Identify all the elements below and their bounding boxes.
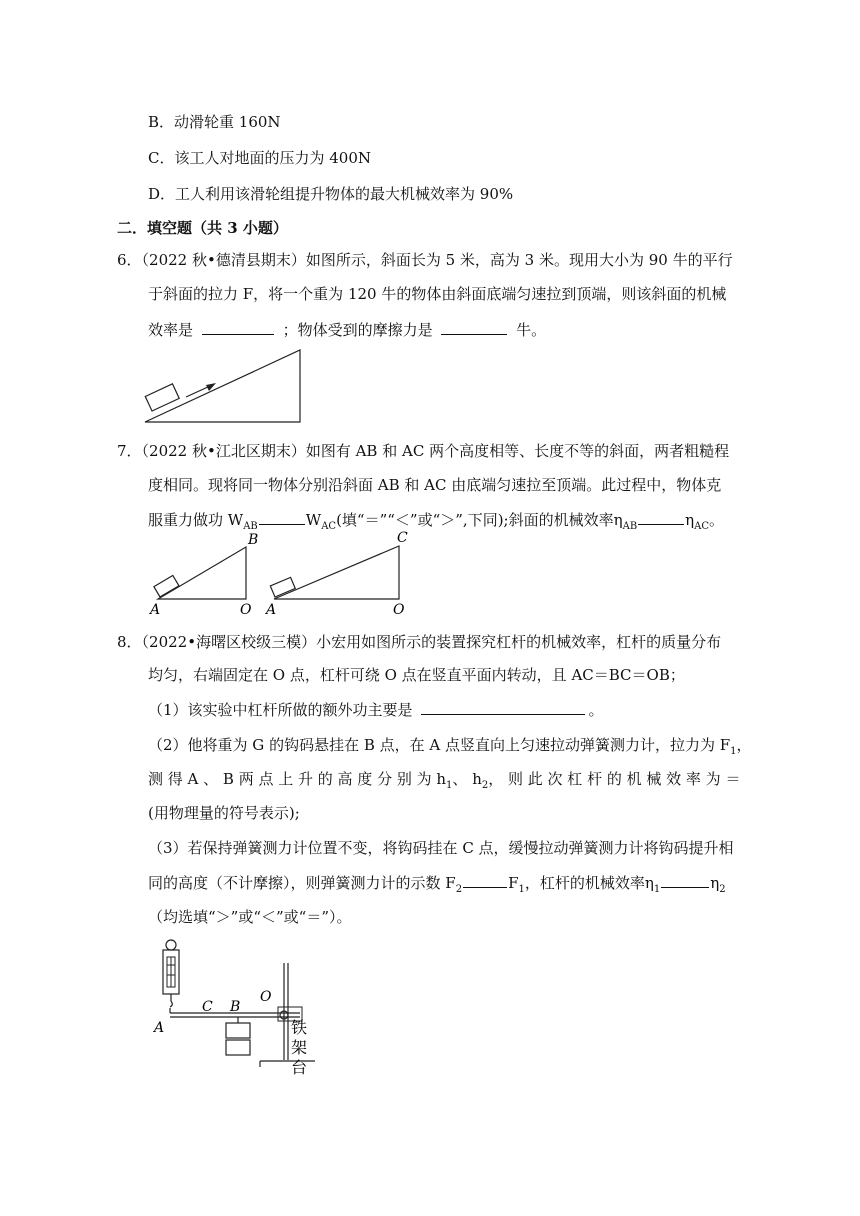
q8-line1: 8．（2022•海曙区校级三模）小宏用如图所示的装置探究杠杆的机械效率，杠杆的质量分布	[117, 633, 722, 651]
q7-sub-ac-2: AC	[694, 521, 710, 532]
q7-label-b: B	[248, 532, 259, 548]
q7-text-b: W	[305, 511, 322, 529]
q7-label-a: A	[150, 602, 161, 618]
q8-label-a: A	[154, 1020, 165, 1036]
q7-label-o: O	[240, 602, 252, 618]
q7-text-a: 服重力做功 W	[148, 511, 244, 529]
q8-part2-line1: （2）他将重为 G 的钩码悬挂在 B 点，在 A 点竖直向上匀速拉动弹簧测力计，拉力为 $F_1$，	[148, 736, 752, 757]
q7-incline-figure	[150, 532, 420, 617]
hook-weight-icon	[226, 1023, 250, 1038]
q8-label-o: O	[260, 989, 272, 1005]
stand-label-3: 台	[291, 1058, 308, 1077]
q7-text-c: (填“＝”“＜”或“＞”,下同);斜面的机械效率η	[336, 511, 623, 529]
q7-label-c: C	[397, 530, 408, 546]
q6-text-a: 效率是	[148, 321, 194, 339]
q8-blank-extra-work[interactable]	[421, 698, 585, 715]
q7-blank-efficiency[interactable]	[638, 508, 684, 525]
q6-incline-figure	[140, 345, 310, 427]
q8-blank-efficiency[interactable]	[661, 871, 709, 888]
stand-label-2: 架	[291, 1038, 308, 1057]
q7-sub-ac: AC	[321, 521, 337, 532]
q8-part2-line2: 测 得 A 、 B 两 点 上 升 的 高 度 分 别 为 $h_1$、 $h_2$， 则 此 次 杠 杆 的 机 械 效 率 为 ＝	[148, 770, 741, 791]
q8-label-c: C	[202, 999, 213, 1015]
q7-sub-ab-2: AB	[622, 521, 638, 532]
q7-text-e: 。	[709, 511, 725, 529]
option-d: D．工人利用该滑轮组提升物体的最大机械效率为 90%	[148, 185, 514, 203]
q7-text-d: η	[685, 511, 695, 529]
q6-line3	[148, 318, 546, 341]
q8-blank-force[interactable]	[463, 871, 507, 888]
q7-label-a2: A	[266, 602, 277, 618]
q7-sub-ab: AB	[243, 521, 258, 532]
q6-blank-friction[interactable]	[441, 318, 507, 335]
q8-lever-figure	[150, 935, 330, 1095]
q6-blank-efficiency[interactable]	[202, 318, 274, 335]
q8-line2: 均匀，右端固定在 O 点，杠杆可绕 O 点在竖直平面内转动，且 AC＝BC＝OB；	[148, 666, 685, 684]
q6-line2: 于斜面的拉力 F，将一个重为 120 牛的物体由斜面底端匀速拉到顶端，则该斜面的机械	[148, 285, 727, 303]
q6-line1: 6．（2022 秋•德清县期末）如图所示，斜面长为 5 米，高为 3 米。现用大小为 90 牛的平行	[117, 251, 733, 269]
q8-label-b: B	[230, 999, 241, 1015]
option-b: B．动滑轮重 160N	[148, 113, 281, 131]
q8-part3-line3: （均选填“＞”或“＜”或“＝”）。	[148, 908, 352, 926]
q7-blank-work[interactable]	[259, 508, 305, 525]
q8-part3-line2: 同的高度（不计摩擦），则弹簧测力计的示数 $F_2$ $F_1$，杠杆的机械效率$\eta_1$ $\eta_2$	[148, 871, 726, 901]
option-c: C．该工人对地面的压力为 400N	[148, 149, 372, 167]
q8-part1	[148, 698, 604, 721]
section-title: 二．填空题（共 3 小题）	[117, 219, 288, 237]
q6-text-c: 牛。	[516, 321, 547, 339]
q7-line2: 度相同。现将同一物体分别沿斜面 AB 和 AC 由底端匀速拉至顶端。此过程中，物体克	[148, 476, 722, 494]
q8-part2-line3: (用物理量的符号表示);	[148, 804, 300, 822]
q8-part3-line1: （3）若保持弹簧测力计位置不变，将钩码挂在 C 点，缓慢拉动弹簧测力计将钩码提升相	[148, 839, 734, 857]
q7-label-o2: O	[393, 602, 405, 618]
q8-p1-text-a: （1）该实验中杠杆所做的额外功主要是	[148, 701, 413, 719]
q7-line1: 7．（2022 秋•江北区期末）如图有 AB 和 AC 两个高度相等、长度不等的斜面，两者粗糙程	[117, 442, 730, 460]
stand-label-1: 铁	[291, 1018, 308, 1037]
q8-p1-text-b: 。	[588, 701, 604, 719]
scale-hook-ring-icon	[166, 940, 176, 950]
q6-text-b: ；物体受到的摩擦力是	[282, 321, 433, 339]
